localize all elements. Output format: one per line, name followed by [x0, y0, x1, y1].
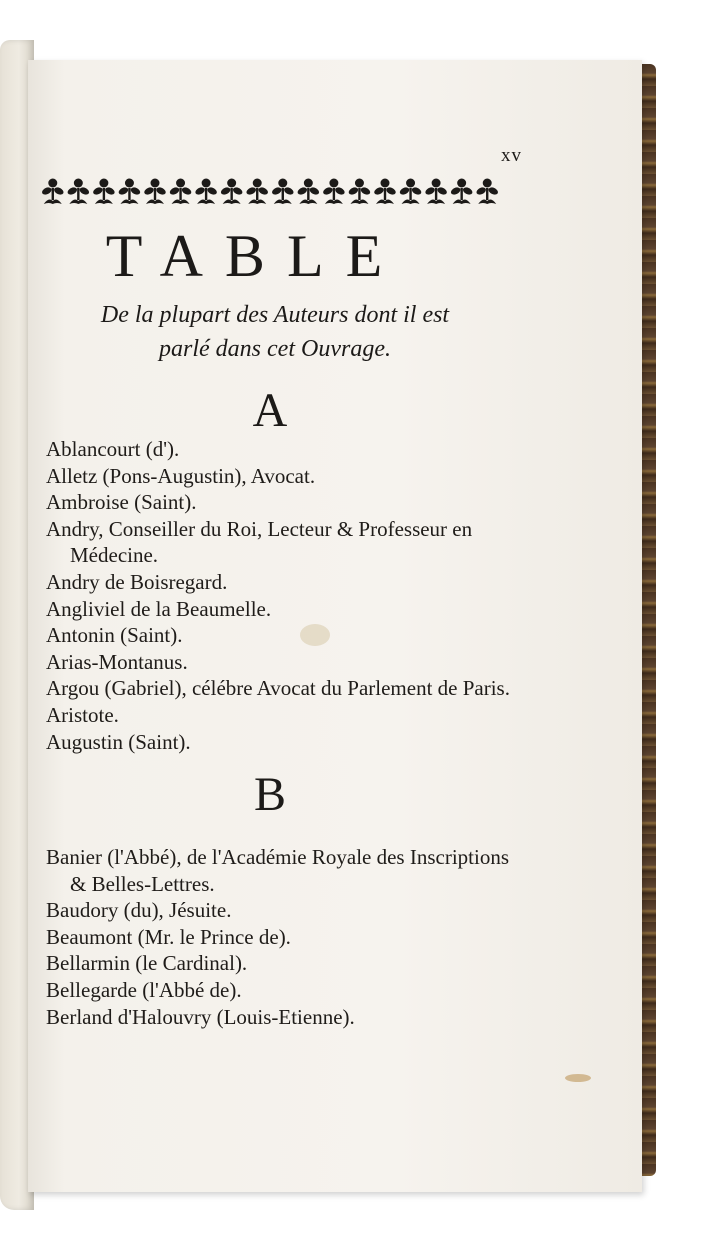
author-entry: Bellegarde (l'Abbé de). [46, 977, 242, 1002]
author-entry: Andry de Boisregard. [46, 569, 228, 594]
fleuron-icon [348, 179, 372, 205]
author-entry: Augustin (Saint). [46, 729, 191, 754]
fleuron-icon [118, 179, 142, 205]
page-title: TABLE [105, 223, 405, 289]
section-letter-b: B [253, 768, 286, 821]
author-entry: Berland d'Halouvry (Louis-Etienne). [46, 1004, 355, 1029]
page-subtitle [40, 298, 510, 366]
fleuron-icon [424, 179, 448, 205]
author-entry: Arias-Montanus. [46, 649, 188, 674]
fleuron-ornament-band [40, 172, 500, 212]
fleuron-icon [271, 179, 295, 205]
fleuron-icon [450, 179, 474, 205]
author-entry: Andry, Conseiller du Roi, Lecteur & Professeur en Médecine. [46, 516, 473, 568]
fleuron-icon [399, 179, 423, 205]
fleuron-icon [41, 179, 65, 205]
author-entry: Argou (Gabriel), célébre Avocat du Parlement de Paris. [46, 676, 510, 701]
author-entry: Angliviel de la Beaumelle. [46, 596, 272, 621]
author-entry: Banier (l'Abbé), de l'Académie Royale des Inscriptions & Belles-Lettres. [46, 845, 510, 896]
fleuron-icon [373, 179, 397, 205]
fleuron-icon [169, 179, 193, 205]
fleuron-icon [296, 179, 320, 205]
fleuron-icon [194, 179, 218, 205]
author-list-a [46, 436, 516, 755]
author-entry: Beaumont (Mr. le Prince de). [46, 924, 291, 949]
subtitle-line: De la plupart des Auteurs dont il est [100, 302, 450, 328]
fleuron-icon [245, 179, 269, 205]
author-entry: Bellarmin (le Cardinal). [46, 951, 248, 976]
author-entry: Ablancourt (d'). [46, 437, 180, 461]
author-entry: Baudory (du), Jésuite. [46, 898, 232, 923]
paper-stain [565, 1074, 591, 1082]
fleuron-icon [475, 179, 499, 205]
author-entry: Antonin (Saint). [46, 623, 183, 648]
author-entry: Alletz (Pons-Augustin), Avocat. [46, 463, 316, 488]
fleuron-icon [66, 179, 90, 205]
fleuron-icon [92, 179, 116, 205]
fleuron-icon [322, 179, 346, 205]
fleuron-icon [220, 179, 244, 205]
page-number: xv [501, 145, 522, 166]
section-letter-a: A [252, 384, 288, 437]
subtitle-line: parlé dans cet Ouvrage. [159, 336, 391, 362]
author-entry: Ambroise (Saint). [46, 490, 197, 515]
author-entry: Aristote. [46, 702, 119, 727]
fleuron-icon [143, 179, 167, 205]
author-list-b [46, 844, 516, 1030]
